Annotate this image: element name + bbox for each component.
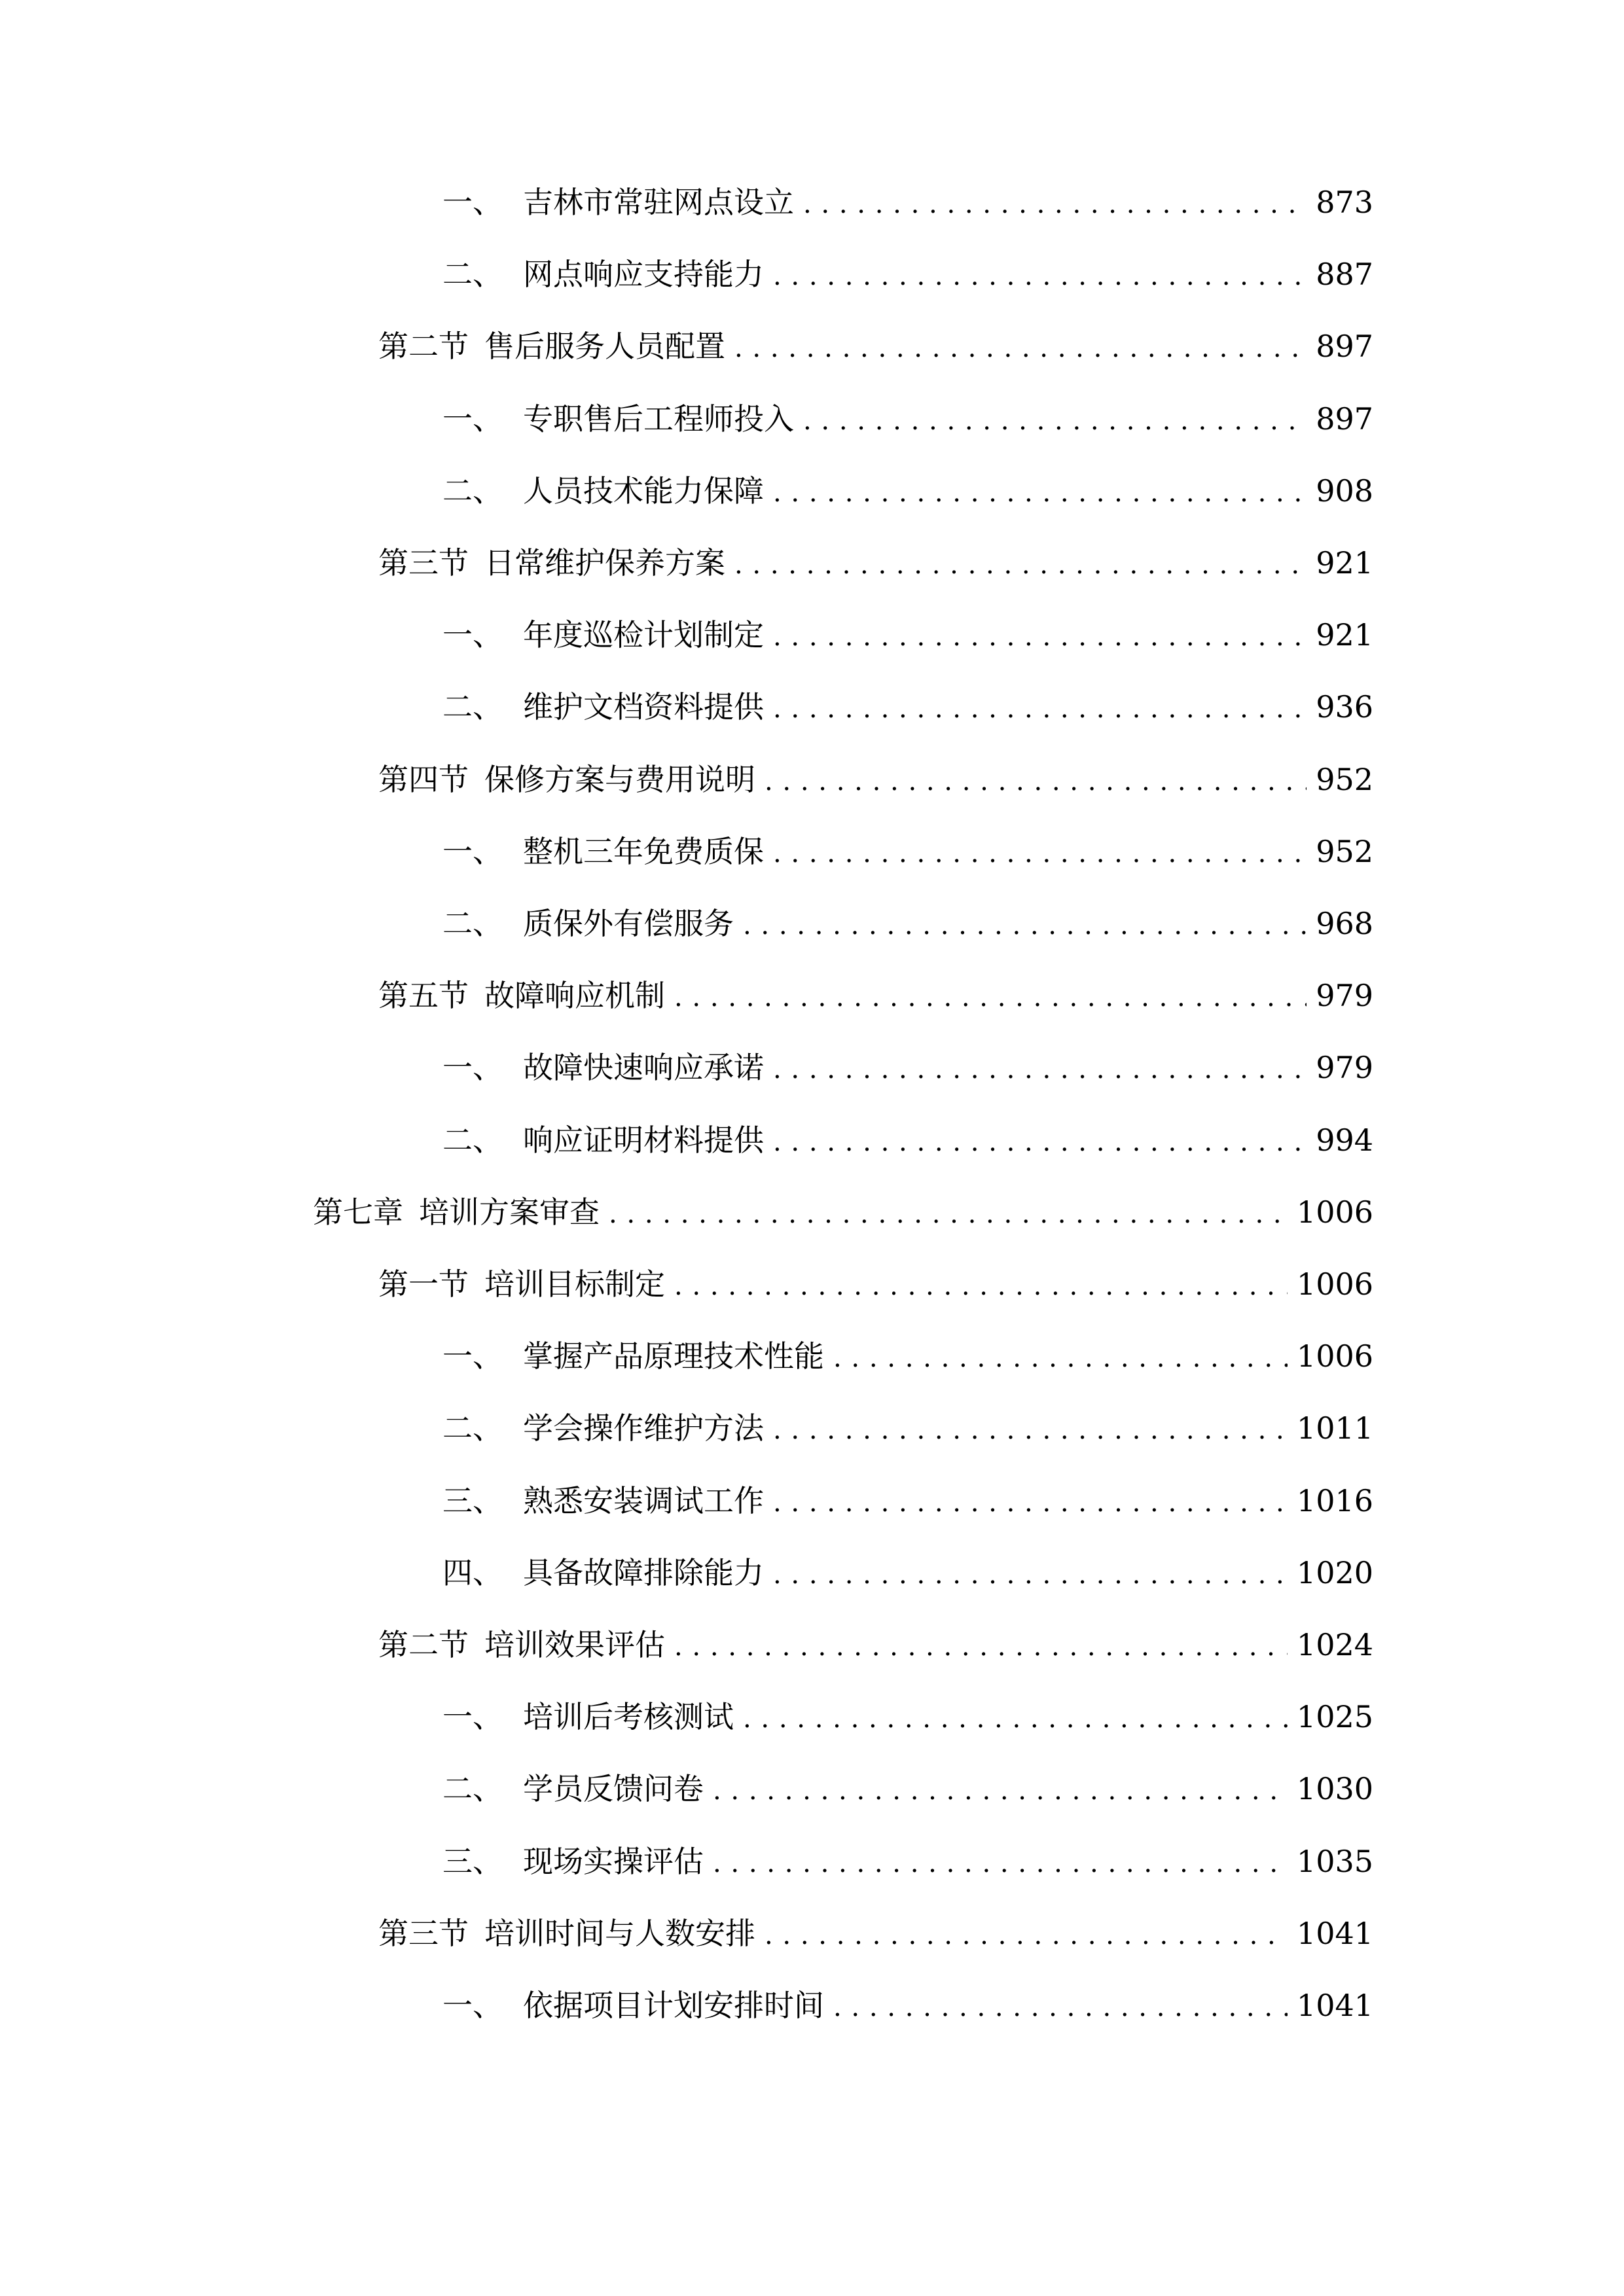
toc-entry-item[interactable]	[442, 681, 1373, 733]
toc-dot-leader	[674, 971, 1307, 1024]
toc-entry-item[interactable]	[442, 609, 1373, 661]
toc-entry-item[interactable]	[442, 825, 1373, 878]
toc-entry-title: 故障快速响应承诺	[523, 1050, 764, 1086]
toc-entry-title: 熟悉安装调试工作	[523, 1482, 764, 1518]
toc-entry-number: 一、	[442, 833, 503, 869]
toc-entry-number: 二、	[442, 689, 503, 725]
toc-entry-page-number: 1030	[1296, 1771, 1373, 1807]
toc-entry-page-number: 908	[1316, 473, 1373, 509]
toc-dot-leader	[609, 1188, 1288, 1240]
toc-entry-page-number: 994	[1316, 1122, 1373, 1158]
toc-entry-item[interactable]	[442, 897, 1373, 950]
toc-entry-title: 维护文档资料提供	[523, 689, 764, 725]
toc-dot-leader	[674, 1621, 1288, 1673]
toc-entry-title: 年度巡检计划制定	[523, 617, 764, 653]
toc-entry-title: 质保外有偿服务	[523, 906, 734, 941]
toc-entry-item[interactable]	[442, 1402, 1373, 1454]
toc-entry-number: 一、	[442, 185, 503, 220]
toc-entry-title: 响应证明材料提供	[523, 1122, 764, 1158]
toc-dot-leader	[833, 1332, 1288, 1384]
toc-entry-title: 人员技术能力保障	[523, 473, 764, 509]
toc-dot-leader	[773, 827, 1307, 880]
toc-entry-page-number: 936	[1316, 689, 1373, 725]
toc-entry-number: 第三节	[378, 545, 469, 581]
toc-entry-page-number: 1020	[1296, 1554, 1373, 1590]
toc-entry-item[interactable]	[442, 1835, 1373, 1888]
toc-entry-title: 学员反馈问卷	[523, 1771, 704, 1807]
toc-entry-section[interactable]	[378, 753, 1373, 806]
toc-entry-section[interactable]	[378, 1619, 1373, 1671]
toc-dot-leader	[765, 755, 1307, 808]
toc-entry-page-number: 921	[1316, 545, 1373, 581]
toc-entry-page-number: 1035	[1296, 1843, 1373, 1879]
toc-entry-item[interactable]	[442, 1979, 1373, 2032]
toc-entry-number: 二、	[442, 257, 503, 293]
toc-entry-title: 日常维护保养方案	[484, 545, 725, 581]
toc-dot-leader	[773, 1477, 1288, 1529]
toc-entry-number: 第一节	[378, 1266, 469, 1302]
toc-entry-section[interactable]	[378, 969, 1373, 1022]
toc-entry-title: 培训后考核测试	[523, 1699, 734, 1735]
toc-entry-item[interactable]	[442, 248, 1373, 300]
toc-entry-item[interactable]	[442, 176, 1373, 228]
toc-entry-title: 吉林市常驻网点设立	[523, 185, 794, 220]
toc-entry-number: 第二节	[378, 329, 469, 365]
toc-entry-item[interactable]	[442, 1547, 1373, 1599]
toc-entry-title: 培训时间与人数安排	[484, 1915, 755, 1951]
toc-entry-number: 第七章	[313, 1194, 403, 1230]
toc-entry-number: 第二节	[378, 1627, 469, 1662]
toc-entry-page-number: 1041	[1296, 1915, 1373, 1951]
toc-dot-leader	[773, 1043, 1307, 1096]
toc-entry-item[interactable]	[442, 1475, 1373, 1527]
toc-entry-page-number: 1016	[1296, 1482, 1373, 1518]
toc-entry-page-number: 952	[1316, 833, 1373, 869]
toc-entry-page-number: 1006	[1296, 1194, 1373, 1230]
toc-entry-page-number: 1025	[1296, 1699, 1373, 1735]
toc-dot-leader	[773, 1116, 1307, 1168]
toc-dot-leader	[833, 1981, 1288, 2034]
toc-entry-title: 售后服务人员配置	[484, 329, 725, 365]
toc-entry-title: 培训方案审查	[419, 1194, 600, 1230]
toc-entry-chapter[interactable]	[313, 1186, 1373, 1238]
toc-entry-section[interactable]	[378, 1907, 1373, 1960]
toc-dot-leader	[773, 250, 1307, 302]
toc-entry-title: 学会操作维护方法	[523, 1410, 764, 1446]
toc-dot-leader	[773, 611, 1307, 663]
toc-entry-title: 掌握产品原理技术性能	[523, 1338, 824, 1374]
toc-entry-item[interactable]	[442, 393, 1373, 445]
toc-dot-leader	[713, 1837, 1288, 1890]
toc-entry-item[interactable]	[442, 1691, 1373, 1743]
toc-entry-page-number: 887	[1316, 257, 1373, 293]
toc-entry-number: 第四节	[378, 761, 469, 797]
toc-entry-title: 整机三年免费质保	[523, 833, 764, 869]
toc-dot-leader	[803, 395, 1307, 447]
toc-dot-leader	[713, 1765, 1288, 1817]
toc-dot-leader	[773, 1549, 1288, 1601]
toc-entry-number: 一、	[442, 1699, 503, 1735]
toc-entry-number: 二、	[442, 906, 503, 941]
toc-dot-leader	[773, 1404, 1288, 1456]
toc-entry-title: 网点响应支持能力	[523, 257, 764, 293]
toc-entry-page-number: 979	[1316, 1050, 1373, 1086]
toc-dot-leader	[765, 1909, 1288, 1962]
toc-entry-page-number: 968	[1316, 906, 1373, 941]
toc-entry-item[interactable]	[442, 1114, 1373, 1166]
toc-entry-title: 依据项目计划安排时间	[523, 1988, 824, 2023]
toc-entry-section[interactable]	[378, 1258, 1373, 1310]
toc-dot-leader	[734, 322, 1307, 374]
toc-entry-title: 专职售后工程师投入	[523, 401, 794, 437]
toc-entry-title: 培训目标制定	[484, 1266, 665, 1302]
toc-dot-leader	[734, 539, 1307, 591]
toc-entry-item[interactable]	[442, 1041, 1373, 1094]
toc-entry-number: 二、	[442, 1122, 503, 1158]
toc-entry-number: 一、	[442, 617, 503, 653]
toc-entry-page-number: 921	[1316, 617, 1373, 653]
toc-dot-leader	[773, 683, 1307, 735]
toc-entry-number: 二、	[442, 473, 503, 509]
toc-entry-number: 一、	[442, 1988, 503, 2023]
toc-dot-leader	[674, 1260, 1288, 1312]
toc-entry-number: 第三节	[378, 1915, 469, 1951]
toc-entry-number: 三、	[442, 1843, 503, 1879]
toc-entry-page-number: 1006	[1296, 1266, 1373, 1302]
toc-entry-number: 二、	[442, 1410, 503, 1446]
toc-entry-item[interactable]	[442, 1330, 1373, 1382]
toc-entry-number: 二、	[442, 1771, 503, 1807]
toc-entry-number: 一、	[442, 1338, 503, 1374]
toc-entry-item[interactable]	[442, 1763, 1373, 1815]
toc-dot-leader	[743, 1693, 1288, 1745]
toc-entry-page-number: 979	[1316, 978, 1373, 1014]
toc-entry-item[interactable]	[442, 465, 1373, 517]
toc-dot-leader	[803, 178, 1307, 230]
toc-dot-leader	[773, 467, 1307, 519]
toc-entry-number: 四、	[442, 1554, 503, 1590]
toc-entry-title: 保修方案与费用说明	[484, 761, 755, 797]
toc-dot-leader	[743, 899, 1307, 952]
toc-entry-number: 一、	[442, 1050, 503, 1086]
toc-entry-number: 一、	[442, 401, 503, 437]
toc-entry-page-number: 952	[1316, 761, 1373, 797]
toc-entry-page-number: 1024	[1296, 1627, 1373, 1662]
toc-entry-section[interactable]	[378, 320, 1373, 372]
toc-entry-page-number: 873	[1316, 185, 1373, 220]
toc-entry-page-number: 897	[1316, 329, 1373, 365]
toc-entry-title: 具备故障排除能力	[523, 1554, 764, 1590]
toc-entry-page-number: 1041	[1296, 1988, 1373, 2023]
toc-entry-page-number: 1011	[1296, 1410, 1373, 1446]
toc-entry-section[interactable]	[378, 537, 1373, 589]
toc-entry-title: 培训效果评估	[484, 1627, 665, 1662]
toc-entry-page-number: 1006	[1296, 1338, 1373, 1374]
toc-entry-number: 三、	[442, 1482, 503, 1518]
toc-entry-title: 现场实操评估	[523, 1843, 704, 1879]
toc-entry-number: 第五节	[378, 978, 469, 1014]
toc-entry-title: 故障响应机制	[484, 978, 665, 1014]
toc-entry-page-number: 897	[1316, 401, 1373, 437]
